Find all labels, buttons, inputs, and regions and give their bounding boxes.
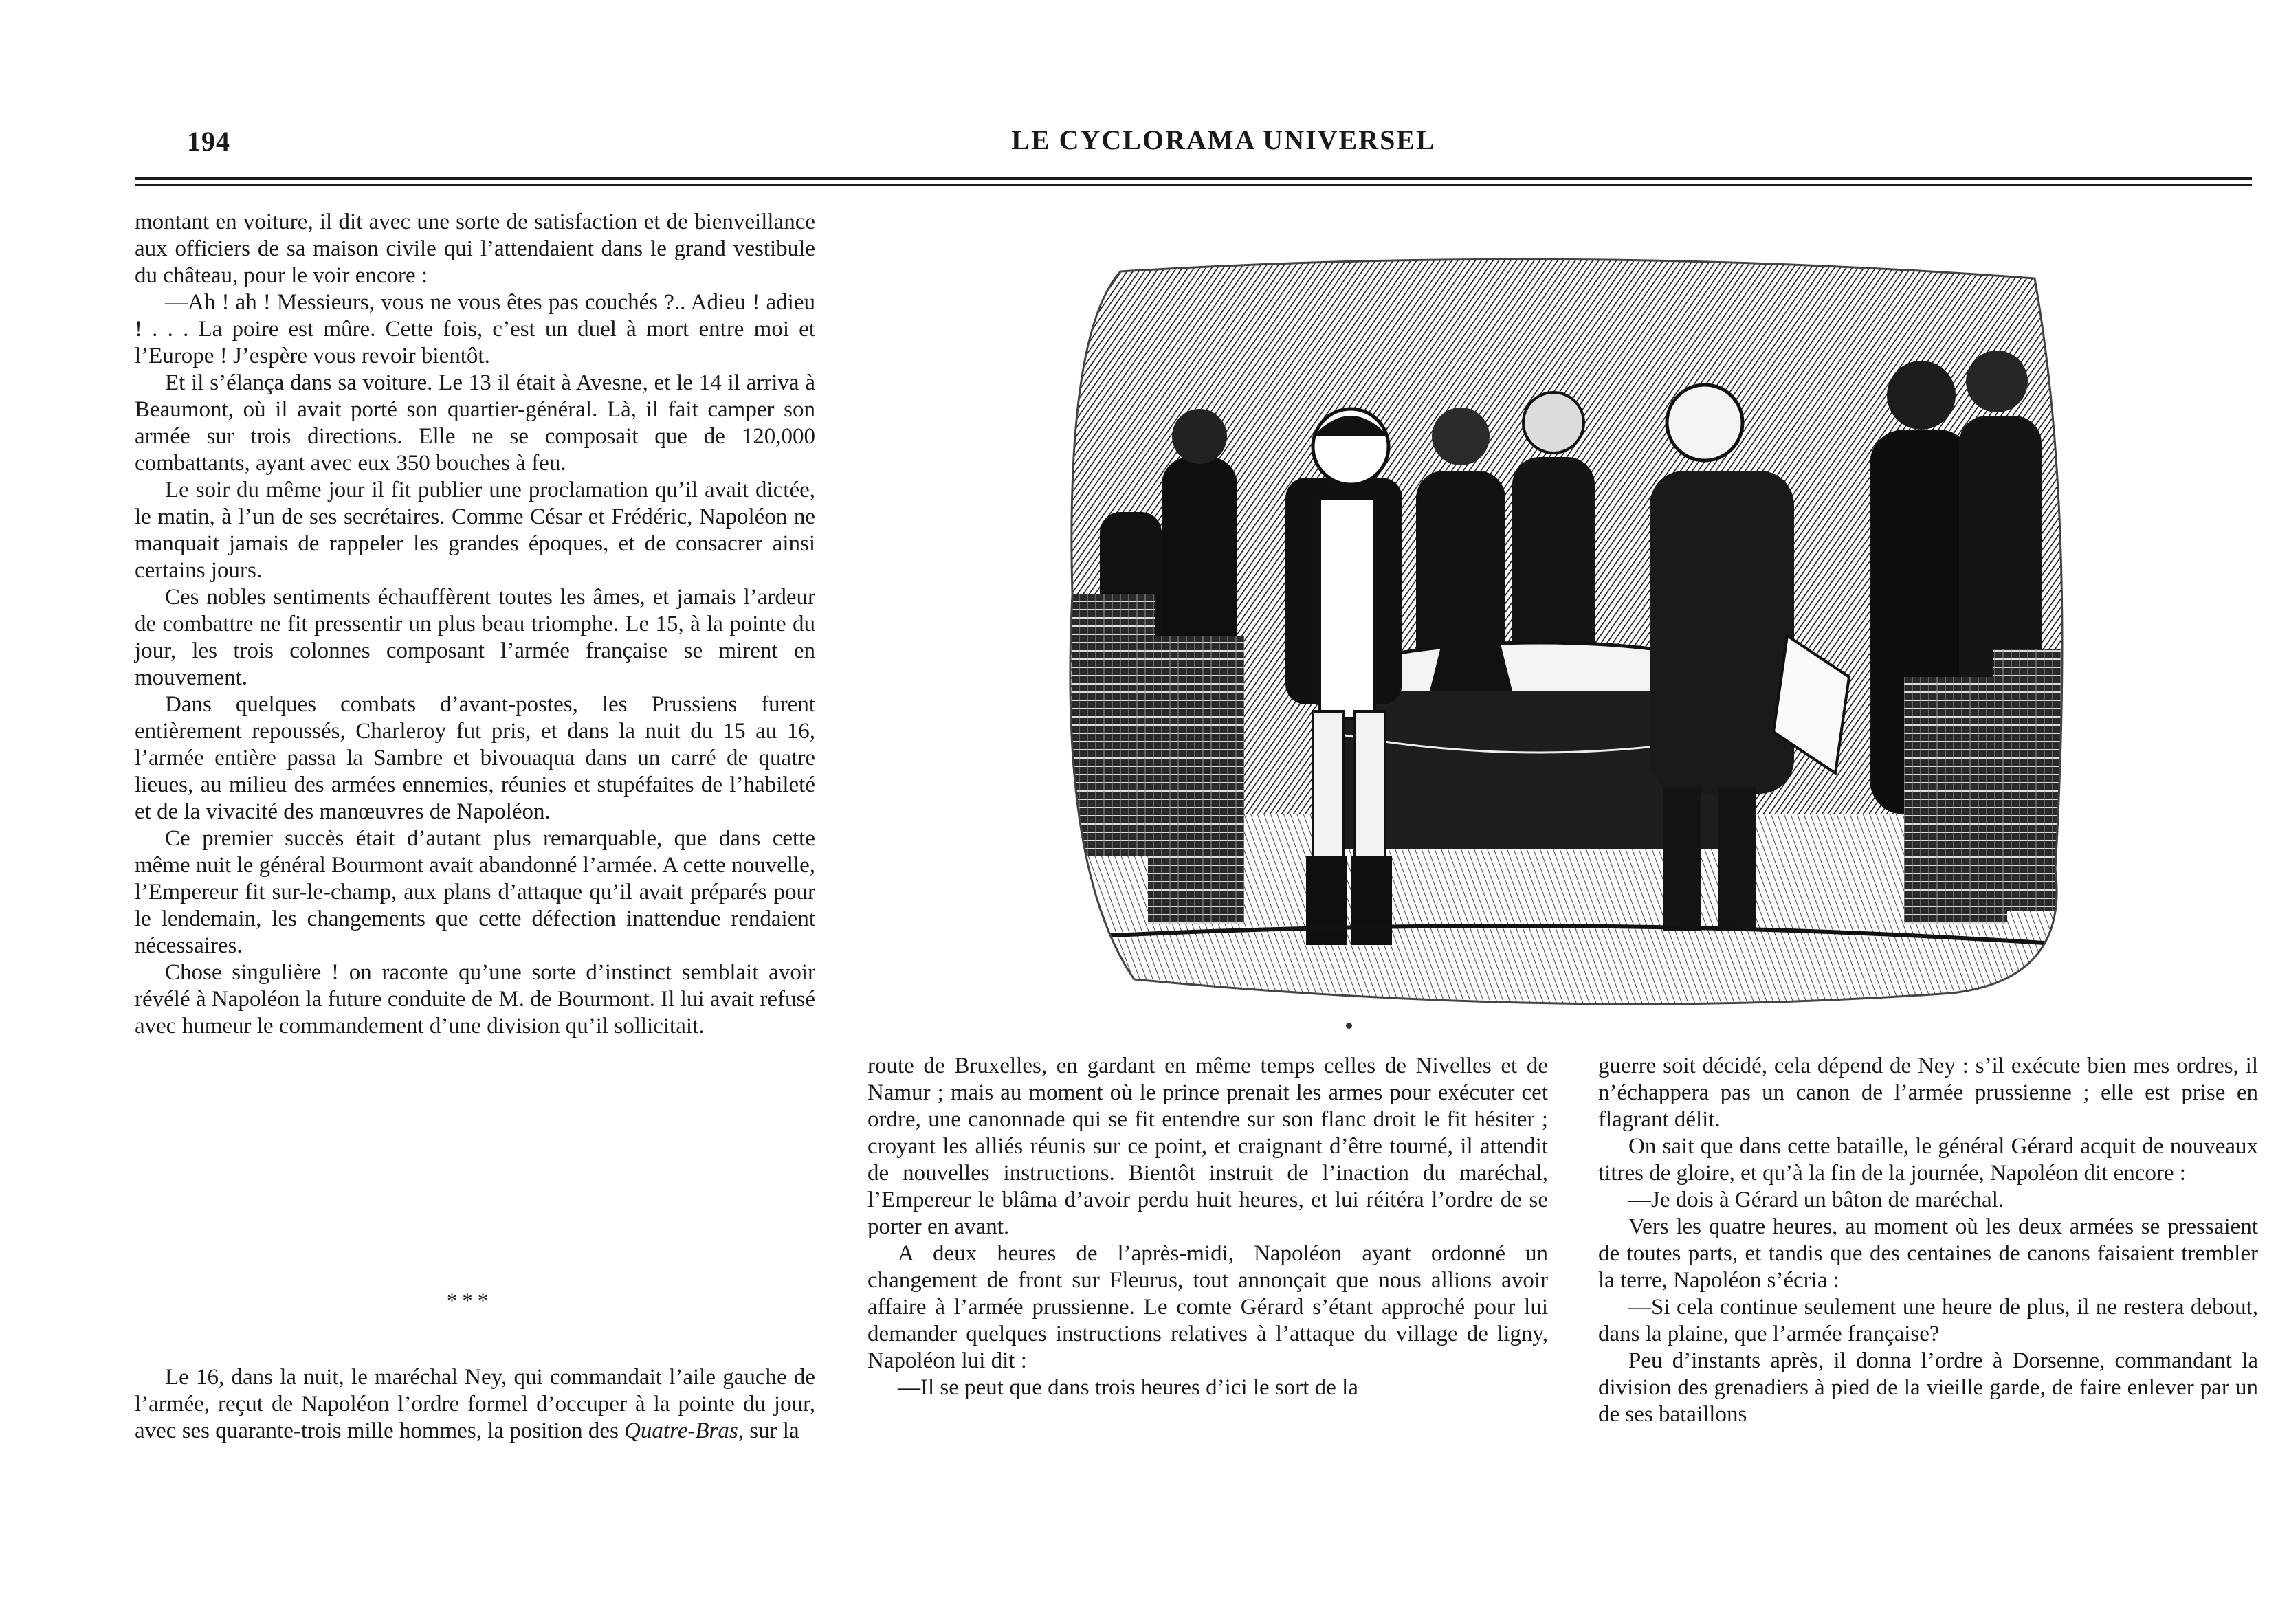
paragraph: Peu d’instants après, il donna l’ordre à Dorsenne, commandant la division des grenadiers à pied de la vieille garde, de faire enlever par un de ses bataillons: [1598, 1348, 2258, 1427]
column-left-continued: [135, 1364, 815, 1445]
ink-dot: [1346, 1023, 1352, 1029]
paragraph: —Il se peut que dans trois heures d’ici le sort de la: [898, 1375, 1358, 1400]
paragraph: Vers les quatre heures, au moment où les deux armées se pressaient de toutes parts, et tandis que des centaines de canons faisaient trembler la terre, Napoléon s’écria :: [1598, 1214, 2258, 1293]
header-rule-thin: [135, 184, 2252, 186]
text-run: Le 16, dans la nuit, le maréchal Ney, qui commandait l’aile gauche de l’armée, reçut de Napoléon l’ordre formel d’occuper à la pointe du jour, avec ses quarante-trois mille hommes, la position des: [135, 1365, 815, 1443]
paragraph: —Ah ! ah ! Messieurs, vous ne vous êtes pas couchés ?.. Adieu ! adieu ! . . . La poire est mûre. Cette fois, c’est un duel à mort entre moi et l’Europe ! J’espère vous revoir bientôt.: [135, 290, 815, 368]
engraving-illustration: [1059, 251, 2076, 1007]
paragraph: montant en voiture, il dit avec une sorte de satisfaction et de bienveillance aux officiers de sa maison civile qui l’attendaient dans le grand vestibule du château, pour le voir encore :: [135, 210, 815, 288]
paragraph: Dans quelques combats d’avant-postes, les Prussiens furent entièrement repoussés, Charleroy fut pris, et dans la nuit du 15 au 16, l’armée entière passa la Sambre et bivouaqua dans un carré de quatre lieues, au milieu des armées ennemies, réunies et stupéfaites de l’habileté et de la vivacité des manœuvres de Napoléon.: [135, 692, 815, 824]
paragraph: guerre soit décidé, cela dépend de Ney : s’il exécute bien mes ordres, il n’échappera pas un canon de l’armée prussienne ; elle est prise en flagrant délit.: [1598, 1054, 2258, 1132]
running-title: LE CYCLORAMA UNIVERSEL: [1011, 124, 1436, 155]
paragraph: —Si cela continue seulement une heure de plus, il ne restera debout, dans la plaine, que l’armée française?: [1598, 1295, 2258, 1346]
paragraph: —Je dois à Gérard un bâton de maréchal.: [1628, 1188, 2004, 1212]
paragraph: On sait que dans cette bataille, le général Gérard acquit de nouveaux titres de gloire, et qu’à la fin de la journée, Napoléon dit encore :: [1598, 1134, 2258, 1186]
paragraph: Ces nobles sentiments échauffèrent toutes les âmes, et jamais l’ardeur de combattre ne fit pressentir un plus beau triomphe. Le 15, à la pointe du jour, les trois colonnes composant l’armée française se mirent en mouvement.: [135, 585, 815, 690]
paragraph: A deux heures de l’après-midi, Napoléon ayant ordonné un changement de front sur Fleurus, tout annonçait que nous allions avoir affaire à l’armée prussienne. Le comte Gérard s’étant approché pour lui demander quelques instructions relatives à l’attaque du village de ligny, Napoléon lui dit :: [867, 1241, 1548, 1373]
paragraph: Et il s’élança dans sa voiture. Le 13 il était à Avesne, et le 14 il arriva à Beaumont, où il avait porté son quartier-général. Là, il fait camper son armée sur trois directions. Elle ne se composait que de 120,000 combattants, ayant avec eux 350 bouches à feu.: [135, 370, 815, 476]
column-middle: [867, 1053, 1548, 1401]
column-left: [135, 209, 815, 1040]
text-run: , sur la: [738, 1419, 799, 1443]
asterism: * * *: [447, 1289, 488, 1312]
paragraph: Chose singulière ! on raconte qu’une sorte d’instinct semblait avoir révélé à Napoléon la future conduite de M. de Bourmont. Il lui avait refusé avec humeur le commandement d’une division qu’il sollicitait.: [135, 960, 815, 1038]
header-rule-thick: [135, 177, 2252, 180]
place-name-italic: Quatre-Bras: [624, 1419, 738, 1443]
paragraph: Ce premier succès était d’autant plus remarquable, que dans cette même nuit le général Bourmont avait abandonné l’armée. A cette nouvelle, l’Empereur fit sur-le-champ, aux plans d’attaque qu’il avait préparés pour le lendemain, les changements que cette défection inattendue rendaient nécessaires.: [135, 826, 815, 958]
page-number: 194: [187, 126, 230, 157]
column-right: [1598, 1053, 2258, 1428]
paragraph: route de Bruxelles, en gardant en même temps celles de Nivelles et de Namur ; mais au moment où le prince prenait les armes pour exécuter cet ordre, une canonnade qui se fit entendre sur son flanc droit le fit hésiter ; croyant les alliés réunis sur ce point, et craignant d’être tourné, il attendit de nouvelles instructions. Bientôt instruit de l’inaction du maréchal, l’Empereur le blâma d’avoir perdu huit heures, et lui réitéra l’ordre de se porter en avant.: [867, 1054, 1548, 1239]
paragraph: [135, 1364, 815, 1445]
paragraph: Le soir du même jour il fit publier une proclamation qu’il avait dictée, le matin, à l’un de ses secrétaires. Comme César et Frédéric, Napoléon ne manquait jamais de rappeler les grandes époques, et de consacrer ainsi certains jours.: [135, 478, 815, 583]
